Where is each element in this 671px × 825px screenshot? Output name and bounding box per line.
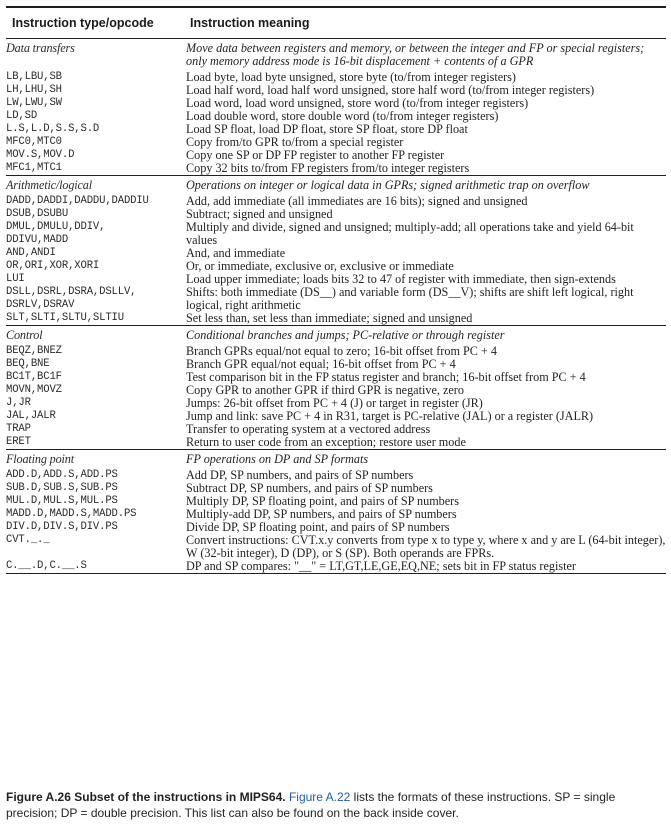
caption-title: Subset of the instructions in MIPS64. (74, 790, 286, 804)
table-row (6, 312, 666, 326)
meaning-cell: Add DP, SP numbers, and pairs of SP numbers (186, 468, 414, 482)
meaning-cell: Multiply and divide, signed and unsigned; multiply-add; all operations take and yield 64-bit values (186, 220, 634, 247)
section-name: Control (6, 326, 186, 346)
meaning-cell: Subtract; signed and unsigned (186, 207, 333, 221)
meaning-cell: Copy GPR to another GPR if third GPR is negative, zero (186, 383, 464, 397)
section-row (6, 450, 666, 470)
table-body (6, 39, 666, 574)
opcode-cell: AND,ANDI (6, 247, 56, 259)
opcode-cell: BEQZ,BNEZ (6, 345, 62, 357)
meaning-cell: Shifts: both immediate (DS__) and variable form (DS__V); shifts are shift left logical, right logical, right arithmetic (186, 285, 634, 312)
meaning-cell: Transfer to operating system at a vectored address (186, 422, 431, 436)
table-row (6, 221, 666, 247)
caption-text: lists the formats of these instructions. SP = single precision; DP = double precision. This list can also be found on the back inside cover. (6, 790, 616, 820)
opcode-cell: C.__.D,C.__.S (6, 560, 186, 574)
opcode-cell: TRAP (6, 423, 31, 435)
section-description: Operations on integer or logical data in GPRs; signed arithmetic trap on overflow (186, 176, 666, 196)
opcode-cell: MUL.D,MUL.S,MUL.PS (6, 495, 118, 507)
opcode-cell: J,JR (6, 397, 31, 409)
opcode-cell: BC1T,BC1F (6, 371, 62, 383)
meaning-cell: Multiply DP, SP floating point, and pairs of SP numbers (186, 494, 459, 508)
opcode-cell: DMUL,DMULU,DDIV, DDIVU,MADD (6, 221, 106, 246)
meaning-cell: Multiply-add DP, SP numbers, and pairs of SP numbers (186, 507, 457, 521)
opcode-cell: ADD.D,ADD.S,ADD.PS (6, 469, 118, 481)
opcode-cell: DSUB,DSUBU (6, 208, 69, 220)
section-description: Move data between registers and memory, or between the integer and FP or special registers; only memory address mode is 16-bit displacement + contents of a GPR (186, 39, 666, 72)
opcode-cell: OR,ORI,XOR,XORI (6, 260, 100, 272)
meaning-cell: Load double word, store double word (to/from integer registers) (186, 109, 499, 123)
opcode-cell: LW,LWU,SW (6, 97, 62, 109)
opcode-cell: LD,SD (6, 110, 38, 122)
meaning-cell: Load word, load word unsigned, store word (to/from integer registers) (186, 96, 529, 110)
opcode-cell: L.S,L.D,S.S,S.D (6, 123, 100, 135)
meaning-cell: Load byte, load byte unsigned, store byte (to/from integer registers) (186, 70, 516, 84)
caption-figure-label: Figure A.26 (6, 790, 71, 804)
header-opcode: Instruction type/opcode (6, 7, 186, 39)
meaning-cell: Load SP float, load DP float, store SP float, store DP float (186, 122, 468, 136)
meaning-cell: And, and immediate (186, 246, 286, 260)
opcode-cell: CVT._._ (6, 534, 50, 546)
opcode-cell: LUI (6, 273, 25, 285)
meaning-cell: Copy one SP or DP FP register to another FP register (186, 148, 445, 162)
meaning-cell: Subtract DP, SP numbers, and pairs of SP numbers (186, 481, 433, 495)
meaning-cell: Convert instructions: CVT.x.y converts from type x to type y, where x and y are L (64-bit integer), W (32-bit integer), D (DP), or S (SP). Both operands are FPRs. (186, 533, 666, 560)
opcode-cell: MFC0,MTC0 (6, 136, 62, 148)
section-description: Conditional branches and jumps; PC-relative or through register (186, 326, 666, 346)
meaning-cell: Jump and link: save PC + 4 in R31, target is PC-relative (JAL) or a register (JALR) (186, 409, 594, 423)
meaning-cell: Load upper immediate; loads bits 32 to 47 of register with immediate, then sign-extends (186, 272, 616, 286)
meaning-cell: Copy 32 bits to/from FP registers from/to integer registers (186, 161, 470, 175)
opcode-cell: LB,LBU,SB (6, 71, 62, 83)
meaning-cell: Return to user code from an exception; restore user mode (186, 435, 466, 449)
meaning-cell: Set less than, set less than immediate; signed and unsigned (186, 311, 473, 325)
meaning-cell: Test comparison bit in the FP status register and branch; 16-bit offset from PC + 4 (186, 370, 586, 384)
meaning-cell: Branch GPRs equal/not equal to zero; 16-bit offset from PC + 4 (186, 344, 497, 358)
meaning-cell: DP and SP compares: "__" = LT,GT,LE,GE,EQ,NE; sets bit in FP status register (186, 560, 666, 574)
table-row (6, 534, 666, 560)
opcode-cell: LH,LHU,SH (6, 84, 62, 96)
section-row (6, 326, 666, 346)
opcode-cell: JAL,JALR (6, 410, 56, 422)
meaning-cell: Divide DP, SP floating point, and pairs of SP numbers (186, 520, 450, 534)
table-row (6, 195, 666, 208)
meaning-cell: Copy from/to GPR to/from a special register (186, 135, 404, 149)
table-row (6, 162, 666, 176)
section-name: Data transfers (6, 39, 186, 72)
opcode-cell: MADD.D,MADD.S,MADD.PS (6, 508, 137, 520)
meaning-cell: Or, or immediate, exclusive or, exclusive or immediate (186, 259, 454, 273)
opcode-cell: MOV.S,MOV.D (6, 149, 75, 161)
meaning-cell: Jumps: 26-bit offset from PC + 4 (J) or target in register (JR) (186, 396, 483, 410)
opcode-cell: DIV.D,DIV.S,DIV.PS (6, 521, 118, 533)
table-row (6, 436, 666, 450)
opcode-cell: SLT,SLTI,SLTU,SLTIU (6, 312, 124, 324)
opcode-cell: DADD,DADDI,DADDU,DADDIU (6, 195, 149, 207)
meaning-cell: Add, add immediate (all immediates are 16 bits); signed and unsigned (186, 194, 528, 208)
opcode-cell: DSLL,DSRL,DSRA,DSLLV, DSRLV,DSRAV (6, 286, 137, 311)
table-row (6, 560, 666, 574)
meaning-cell: Branch GPR equal/not equal; 16-bit offset from PC + 4 (186, 357, 456, 371)
section-name: Floating point (6, 450, 186, 470)
meaning-cell: Load half word, load half word unsigned, store half word (to/from integer registers) (186, 83, 595, 97)
opcode-cell: MOVN,MOVZ (6, 384, 62, 396)
section-row (6, 176, 666, 196)
opcode-cell: SUB.D,SUB.S,SUB.PS (6, 482, 118, 494)
section-description: FP operations on DP and SP formats (186, 450, 666, 470)
opcode-cell: MFC1,MTC1 (6, 162, 62, 174)
header-meaning: Instruction meaning (186, 7, 666, 39)
opcode-cell: ERET (6, 436, 31, 448)
section-row (6, 39, 666, 72)
section-name: Arithmetic/logical (6, 176, 186, 196)
figure-caption (6, 790, 666, 821)
opcode-cell: BEQ,BNE (6, 358, 50, 370)
instruction-table (6, 6, 666, 574)
table-row (6, 286, 666, 312)
caption-figure-link[interactable]: Figure A.22 (288, 790, 351, 804)
table-header-row (6, 7, 666, 39)
